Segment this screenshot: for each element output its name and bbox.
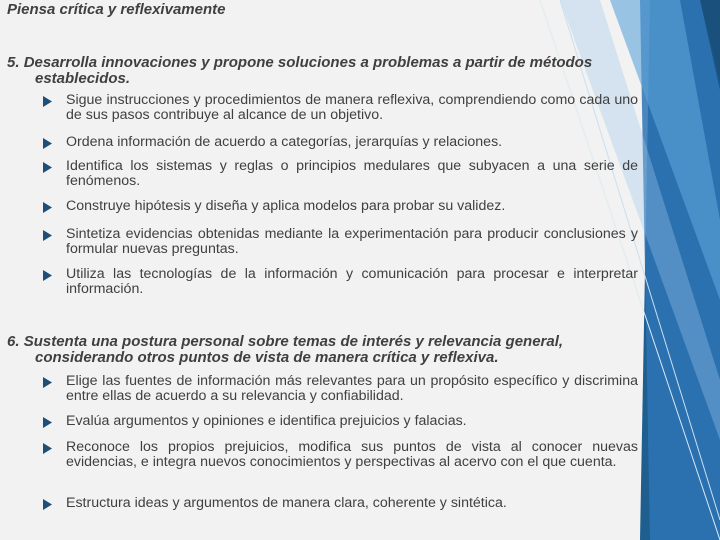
triangle-bullet-icon <box>42 93 66 123</box>
triangle-bullet-icon <box>42 135 66 150</box>
list-item <box>42 159 638 189</box>
triangle-bullet-icon <box>42 199 66 214</box>
competency-5-title-line1: Desarrolla innovaciones y propone soluciones a problemas a partir de métodos <box>23 54 593 71</box>
list-item <box>42 496 638 511</box>
list-item <box>42 227 638 257</box>
list-item-text: Estructura ideas y argumentos de manera clara, coherente y sintética. <box>66 495 507 511</box>
list-item <box>42 267 638 297</box>
list-item-text: Elige las fuentes de información más relevantes para un propósito específico y discrimina entre ellas de acuerdo a su relevancia y confiabilidad. <box>66 373 638 404</box>
triangle-bullet-icon <box>42 440 66 470</box>
list-item-text: Utiliza las tecnologías de la información y comunicación para procesar e interpretar información. <box>66 266 638 297</box>
list-item-text: Ordena información de acuerdo a categorías, jerarquías y relaciones. <box>66 134 503 150</box>
list-item <box>42 374 638 404</box>
list-item-text: Sintetiza evidencias obtenidas mediante la experimentación para producir conclusiones y formular nuevas preguntas. <box>66 226 638 257</box>
list-item <box>42 93 638 123</box>
competency-5-heading <box>7 55 592 87</box>
triangle-bullet-icon <box>42 267 66 297</box>
list-item <box>42 440 638 470</box>
competency-6-title-line2: considerando otros puntos de vista de manera crítica y reflexiva. <box>35 349 499 366</box>
triangle-bullet-icon <box>42 374 66 404</box>
competency-6-title-line1: Sustenta una postura personal sobre temas de interés y relevancia general, <box>23 333 564 350</box>
list-item-text: Construye hipótesis y diseña y aplica modelos para probar su validez. <box>66 198 506 214</box>
list-item-text: Identifica los sistemas y reglas o principios medulares que subyacen a una serie de fenómenos. <box>66 158 638 189</box>
triangle-bullet-icon <box>42 227 66 257</box>
competency-6-heading <box>7 334 563 366</box>
section-title: Piensa crítica y reflexivamente <box>7 1 226 18</box>
list-item-text: Evalúa argumentos y opiniones e identifica prejuicios y falacias. <box>66 413 467 429</box>
list-item <box>42 414 638 429</box>
triangle-bullet-icon <box>42 159 66 189</box>
list-item <box>42 199 638 214</box>
competency-6-number: 6. <box>7 333 20 350</box>
competency-5-number: 5. <box>7 54 20 71</box>
list-item <box>42 135 638 150</box>
list-item-text: Sigue instrucciones y procedimientos de manera reflexiva, comprendiendo como cada uno de sus pasos contribuye al alcance de un objetivo. <box>66 92 638 123</box>
triangle-bullet-icon <box>42 496 66 511</box>
list-item-text: Reconoce los propios prejuicios, modifica sus puntos de vista al conocer nuevas evidencias, e integra nuevos conocimientos y perspectivas al acervo con el que cuenta. <box>66 439 638 470</box>
triangle-bullet-icon <box>42 414 66 429</box>
competency-5-title-line2: establecidos. <box>35 70 131 87</box>
